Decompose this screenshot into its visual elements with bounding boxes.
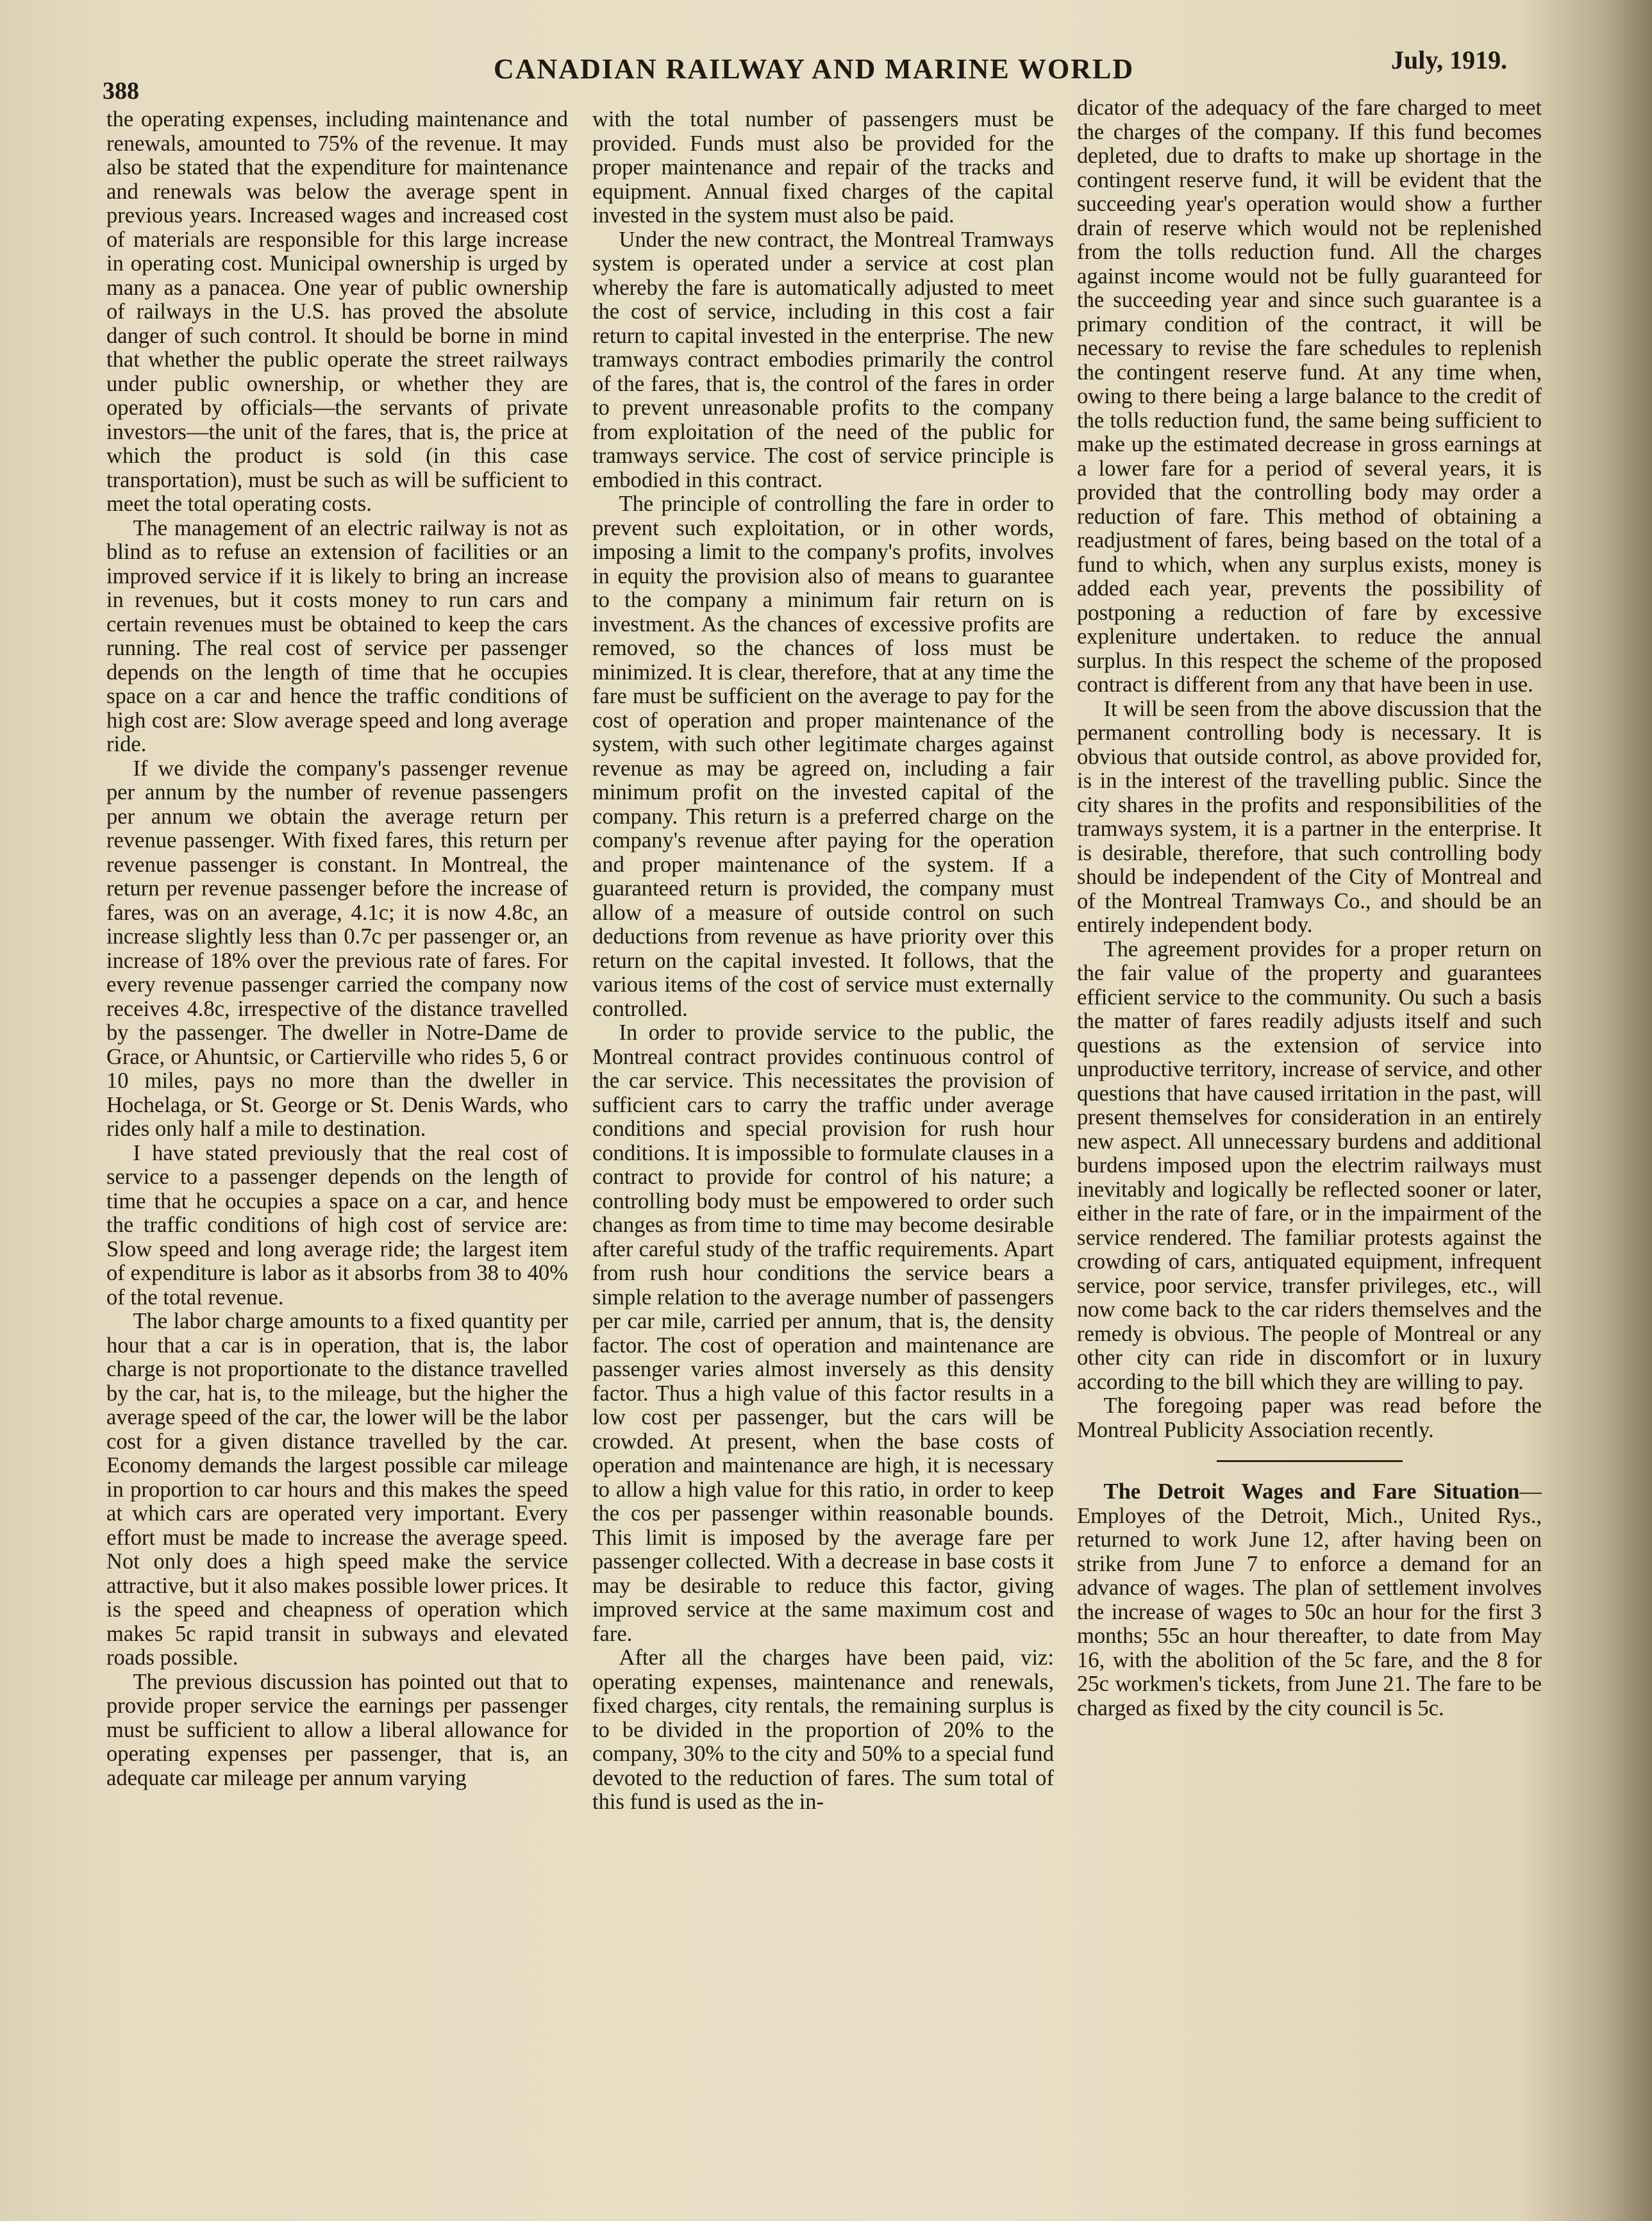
text-column-2 <box>592 108 1054 1815</box>
paragraph: It will be seen from the above discussion that the permanent controlling body is necessary. It is obvious that outside control, as above provided for, is in the interest of the travelling public. Since the city shares in the profits and responsibilities of the tramways system, it is a partner in the enterprise. It is desirable, therefore, that such controlling body should be independent of the City of Montreal and of the Montreal Tramways Co., and should be an entirely independent body. <box>1077 696 1542 937</box>
detroit-item <box>1077 1480 1542 1720</box>
paragraph: The management of an electric railway is not as blind as to refuse an extension of facilities or an improved service if it is likely to bring an increase in revenues, but it costs money to run cars and certain revenues must be obtained to keep the cars running. The real cost of service per passenger depends on the length of time that he occupies space on a car and hence the traffic conditions of high cost are: Slow average speed and long average ride. <box>106 515 568 756</box>
paragraph: The foregoing paper was read before the Montreal Publicity Association recently. <box>1077 1393 1542 1442</box>
text-column-3 <box>1077 96 1542 1720</box>
detroit-item-body: —Employes of the Detroit, Mich., United Rys., returned to work June 12, after having been on strike from June 7 to enforce a demand for an advance of wages. The plan of settlement involves the increase of wages to 50c an hour for the first 3 months; 55c an hour thereafter, to date from May 16, with the abolition of the 5c fare, and the 8 for 25c workmen's tickets, from June 21. The fare to be charged as fixed by the city council is 5c. <box>1077 1479 1542 1720</box>
text-column-1 <box>106 108 568 1790</box>
paragraph: the operating expenses, including maintenance and renewals, amounted to 75% of the revenue. It may also be stated that the expenditure for maintenance and renewals was below the average spent in previous years. Increased wages and increased cost of materials are responsible for this large increase in operating cost. Municipal ownership is urged by many as a panacea. One year of public ownership of railways in the U.S. has proved the absolute danger of such control. It should be borne in mind that whether the public operate the street railways under public ownership, or whether they are operated by officials—the servants of private investors—the unit of the fares, that is, the price at which the product is sold (in this case transportation), must be such as will be sufficient to meet the total operating costs. <box>106 107 568 516</box>
page-header <box>96 45 1545 103</box>
paragraph: dicator of the adequacy of the fare charged to meet the charges of the company. If this fund becomes depleted, due to drafts to make up shortage in the contingent reserve fund, it will be evident that the succeeding year's operation would show a further drain of reserve which would not be replenished from the tolls reduction fund. All the charges against income would not be fully guaranteed for the succeeding year and since such guarantee is a primary condition of the contract, it will be necessary to revise the fare schedules to replenish the contingent reserve fund. At any time when, owing to there being a large balance to the credit of the tolls reduction fund, the same being sufficient to make up the estimated decrease in gross earnings at a lower fare for a period of several years, it is provided that the controlling body may order a reduction of fare. This method of obtaining a readjustment of fares, being based on the total of a fund to which, when any surplus exists, money is added each year, prevents the possibility of postponing a reduction of fare by excessive expleniture undertaken. to reduce the annual surplus. In this respect the scheme of the proposed contract is different from any that have been in use. <box>1077 96 1542 697</box>
paragraph: The principle of controlling the fare in order to prevent such exploitation, or in other words, imposing a limit to the company's profits, involves in equity the provision also of means to guarantee to the company a minimum fair return on is investment. As the chances of excessive profits are removed, so the chances of loss must be minimized. It is clear, therefore, that at any time the fare must be sufficient on the average to pay for the cost of operation and proper maintenance of the system, with such other legitimate charges against revenue as may be agreed on, including a fair minimum profit on the invested capital of the company. This return is a preferred charge on the company's revenue after paying for the operation and proper maintenance of the system. If a guaranteed return is provided, the company must allow of a measure of outside control on such deductions from revenue as have priority over this return on the capital invested. It follows, that the various items of the cost of service must externally controlled. <box>592 492 1054 1021</box>
detroit-item-heading: The Detroit Wages and Fare Situation <box>1103 1479 1520 1504</box>
paragraph: with the total number of passengers must be provided. Funds must also be provided for the proper maintenance and repair of the tracks and equipment. Annual fixed charges of the capital invested in the system must also be paid. <box>592 107 1054 228</box>
paragraph: If we divide the company's passenger revenue per annum by the number of revenue passengers per annum we obtain the average return per revenue passenger. With fixed fares, this return per revenue passenger is constant. In Montreal, the return per revenue passenger before the increase of fares, was on an average, 4.1c; it is now 4.8c, an increase slightly less than 0.7c per passenger or, an increase of 18% over the previous rate of fares. For every revenue passenger carried the company now receives 4.8c, irrespective of the distance travelled by the passenger. The dweller in Notre-Dame de Grace, or Ahuntsic, or Cartierville who rides 5, 6 or 10 miles, pays no more than the dweller in Hochelaga, or St. George or St. Denis Wards, who rides only half a mile to destination. <box>106 756 568 1141</box>
page-number: 388 <box>103 78 139 104</box>
paragraph: I have stated previously that the real cost of service to a passenger depends on the length of time that he occupies a space on a car, and hence the traffic conditions of high cost of service are: Slow speed and long average ride; the largest item of expenditure is labor as it absorbs from 38 to 40% of the total revenue. <box>106 1140 568 1310</box>
section-divider <box>1217 1460 1403 1462</box>
paragraph: The agreement provides for a proper return on the fair value of the property and guarantees efficient service to the community. Ou such a basis the matter of fares readily adjusts itself and such questions as the extension of service into unproductive territory, increase of service, and other questions that have caused irritation in the past, will present themselves for consideration in an entirely new aspect. All unnecessary burdens and additional burdens imposed upon the electrim railways must inevitably and logically be reflected sooner or later, either in the rate of fare, or in the impairment of the service rendered. The familiar protests against the crowding of cars, antiquated equipment, infrequent service, poor service, transfer privileges, etc., will now come back to the car riders themselves and the remedy is obvious. The people of Montreal or any other city can ride in discomfort or in luxury according to the bill which they are willing to pay. <box>1077 936 1542 1394</box>
paragraph: Under the new contract, the Montreal Tramways system is operated under a service at cost plan whereby the fare is automatically adjusted to meet the cost of service, including in this cost a fair return to capital invested in the enterprise. The new tramways contract embodies primarily the control of the fares, that is, the control of the fares in order to prevent unreasonable profits to the company from exploitation of the need of the public for tramways service. The cost of service principle is embodied in this contract. <box>592 227 1054 492</box>
paragraph: The previous discussion has pointed out that to provide proper service the earnings per passenger must be sufficient to allow a liberal allowance for operating expenses per passenger, that is, an adequate car mileage per annum varying <box>106 1669 568 1790</box>
paragraph: In order to provide service to the public, the Montreal contract provides continuous control of the car service. This necessitates the provision of sufficient cars to carry the traffic under average conditions and special provision for rush hour conditions. It is impossible to formulate clauses in a contract to provide for control of his nature; a controlling body must be empowered to order such changes as from time to time may become desirable after careful study of the traffic requirements. Apart from rush hour conditions the service bears a simple relation to the average number of passengers per car mile, carried per annum, that is, the density factor. The cost of operation and maintenance are passenger varies almost inversely as this density factor. Thus a high value of this factor results in a low cost per passenger, but the cars will be crowded. At present, when the base costs of operation and maintenance are high, it is necessary to allow a high value for this ratio, in order to keep the cos per passenger within reasonable bounds. This limit is imposed by the average fare per passenger collected. With a decrease in base costs it may be desirable to reduce this factor, giving improved service at the same maximum cost and fare. <box>592 1020 1054 1646</box>
issue-date: July, 1919. <box>1391 46 1508 74</box>
magazine-title: CANADIAN RAILWAY AND MARINE WORLD <box>494 53 1135 85</box>
paragraph: After all the charges have been paid, viz: operating expenses, maintenance and renewals, fixed charges, city rentals, the remaining surplus is to be divided in the proportion of 20% to the company, 30% to the city and 50% to a special fund devoted to the reduction of fares. The sum total of this fund is used as the in- <box>592 1645 1054 1814</box>
paragraph: The labor charge amounts to a fixed quantity per hour that a car is in operation, that is, the labor charge is not proportionate to the distance travelled by the car, hat is, to the mileage, but the higher the average speed of the car, the lower will be the labor cost for a given distance travelled by the car. Economy demands the largest possible car mileage in proportion to car hours and this makes the speed at which cars are operated very important. Every effort must be made to increase the average speed. Not only does a high speed make the service attractive, but it also makes possible lower prices. It is the speed and cheapness of operation which makes 5c rapid transit in subways and elevated roads possible. <box>106 1309 568 1670</box>
